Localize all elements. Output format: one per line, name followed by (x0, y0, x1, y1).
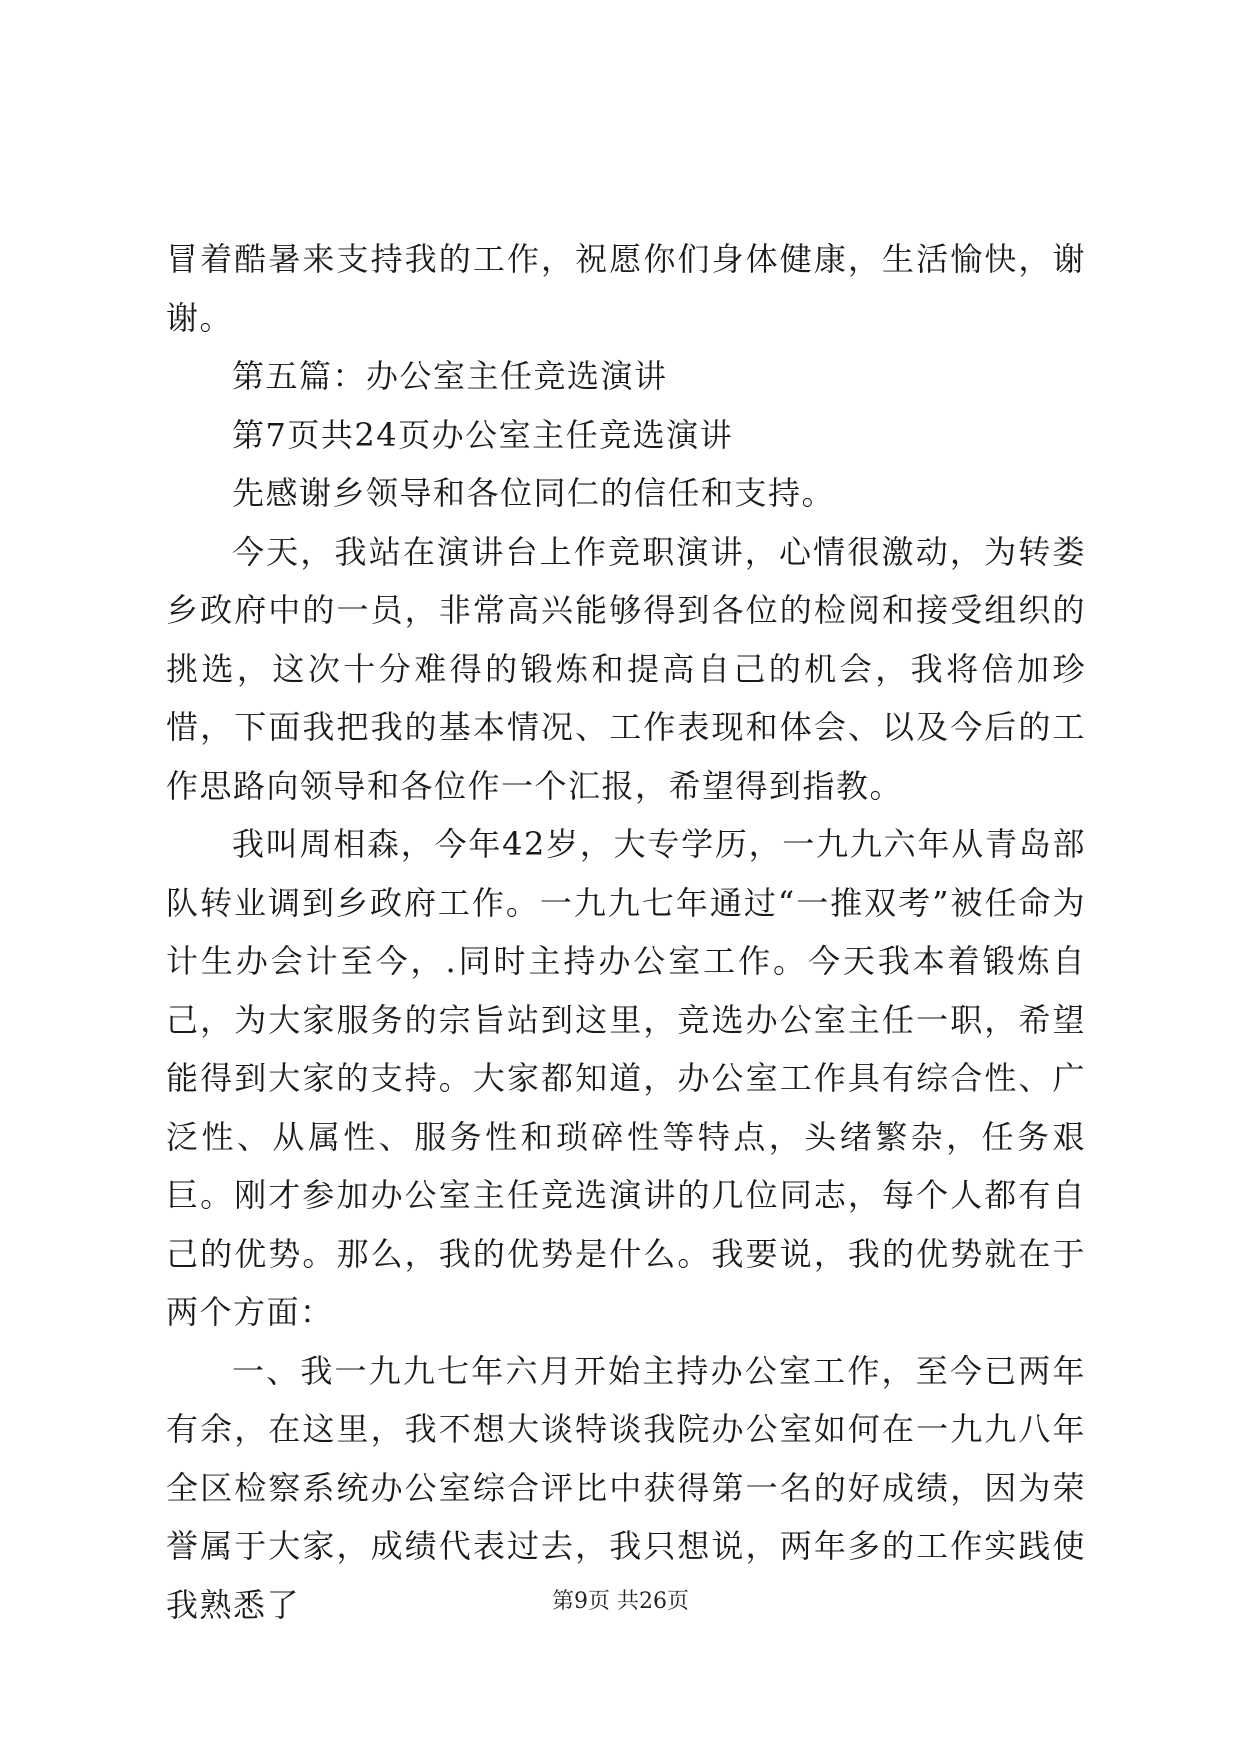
paragraph-5: 今天，我站在演讲台上作竞职演讲，心情很激动，为转娄乡政府中的一员，非常高兴能够得到各位的检阅和接受组织的挑选，这次十分难得的锻炼和提高自己的机会，我将倍加珍惜，下面我把我的基本情况、工作表现和体会、以及今后的工作思路向领导和各位作一个汇报，希望得到指教。 (166, 532, 1086, 805)
document-body (166, 230, 1086, 1634)
page-footer: 第9页 共26页 (552, 1589, 689, 1614)
paragraph-3: 第7页共24页办公室主任竞选演讲 (232, 415, 734, 454)
paragraph-6: 我叫周相森，今年42岁，大专学历，一九九六年从青岛部队转业调到乡政府工作。一九九七年通过“一推双考”被任命为计生办会计至今，.同时主持办公室工作。今天我本着锻炼自己，为大家服务的宗旨站到这里，竞选办公室主任一职，希望能得到大家的支持。大家都知道，办公室工作具有综合性、广泛性、从属性、服务性和琐碎性等特点，头绪繁杂，任务艰巨。刚才参加办公室主任竞选演讲的几位同志，每个人都有自己的优势。那么，我的优势是什么。我要说，我的优势就在于两个方面： (166, 825, 1086, 1331)
paragraph-7: 一、我一九九七年六月开始主持办公室工作，至今已两年有余，在这里，我不想大谈特谈我院办公室如何在一九九八年全区检察系统办公室综合评比中获得第一名的好成绩，因为荣誉属于大家，成绩代表过去，我只想说，两年多的工作实践使我熟悉了 (166, 1351, 1086, 1624)
paragraph-4: 先感谢乡领导和各位同仁的信任和支持。 (232, 474, 836, 512)
paragraph-2-heading: 第五篇：办公室主任竞选演讲 (232, 357, 668, 395)
paragraph-1: 冒着酷暑来支持我的工作，祝愿你们身体健康，生活愉快，谢谢。 (166, 240, 1086, 337)
